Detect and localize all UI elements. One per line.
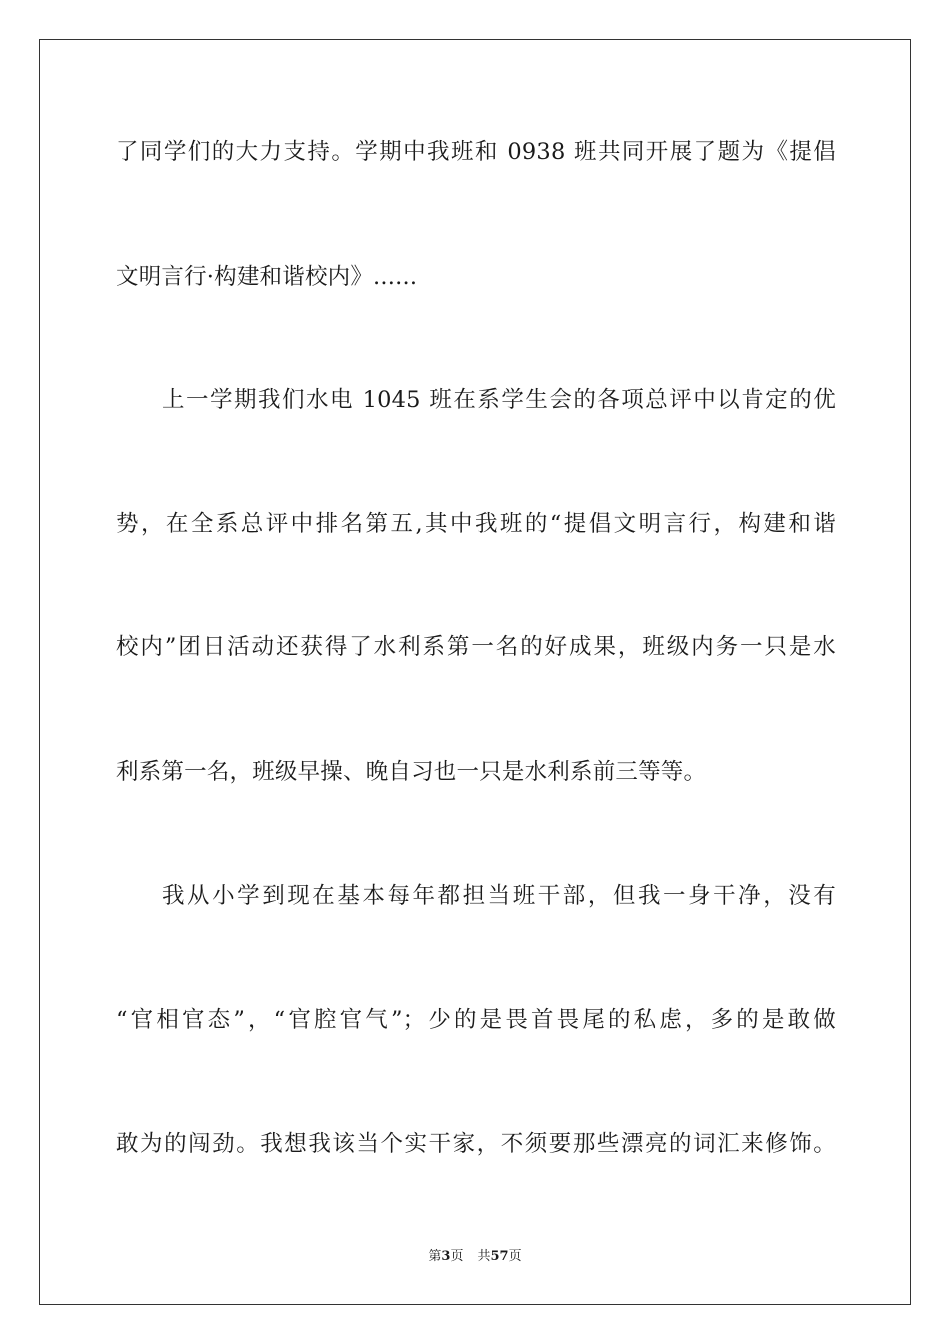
page-border <box>39 39 911 1305</box>
paragraph-line: 势，在全系总评中排名第五,其中我班的“提倡文明言行，构建和谐 <box>116 511 836 537</box>
paragraph-line: 我从小学到现在基本每年都担当班干部，但我一身干净，没有 <box>162 883 836 909</box>
page-footer <box>0 1248 950 1266</box>
paragraph-line: “官相官态”，“官腔官气”；少的是畏首畏尾的私虑，多的是敢做 <box>116 1007 836 1033</box>
total-suffix: 页 <box>508 1249 522 1264</box>
paragraph-line: 校内”团日活动还获得了水利系第一名的好成果，班级内务一只是水 <box>116 634 836 660</box>
total-prefix: 共 <box>477 1249 491 1264</box>
paragraph-line: 了同学们的大力支持。学期中我班和 0938 班共同开展了题为《提倡 <box>116 139 836 165</box>
page-prefix: 第 <box>428 1249 442 1264</box>
paragraph-line: 文明言行·构建和谐校内》...... <box>116 264 418 290</box>
paragraph-line: 上一学期我们水电 1045 班在系学生会的各项总评中以肯定的优 <box>162 387 836 413</box>
page-suffix: 页 <box>450 1249 464 1264</box>
total-pages: 57 <box>490 1249 509 1264</box>
page-number: 3 <box>441 1249 451 1264</box>
paragraph-line: 利系第一名，班级早操、晚自习也一只是水利系前三等等。 <box>116 759 707 785</box>
paragraph-line: 敢为的闯劲。我想我该当个实干家，不须要那些漂亮的词汇来修饰。 <box>116 1131 836 1157</box>
